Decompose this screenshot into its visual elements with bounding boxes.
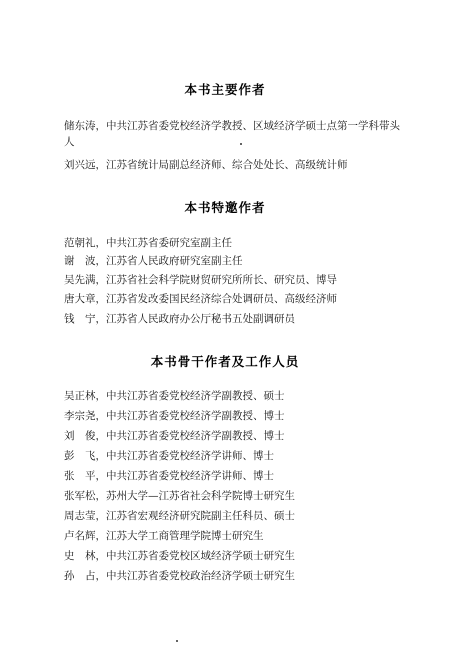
- section-heading-core-authors-staff: 本书骨干作者及工作人员: [150, 354, 300, 369]
- author-entry: 张军松，苏州大学—江苏省社会科学院博士研究生: [64, 490, 295, 502]
- scan-speck: [240, 143, 242, 145]
- author-entry: 张 平，中共江苏省委党校经济学讲师、博士: [64, 470, 274, 482]
- author-entry: 刘兴远，江苏省统计局副总经济师、综合处处长、高级统计师: [64, 159, 348, 171]
- author-entry: 卢名辉，江苏大学工商管理学院博士研究生: [64, 530, 264, 542]
- author-entry: 唐大章，江苏省发改委国民经济综合处调研员、高级经济师: [64, 293, 337, 305]
- author-entry: 刘 俊，中共江苏省委党校经济学副教授、博士: [64, 430, 285, 442]
- author-entry: 钱 宁，江苏省人民政府办公厅秘书五处副调研员: [64, 313, 295, 325]
- author-entry: 李宗尧，中共江苏省委党校经济学副教授、博士: [64, 410, 285, 422]
- author-entry: 彭 飞，中共江苏省委党校经济学讲师、博士: [64, 450, 274, 462]
- scan-speck: [176, 640, 178, 642]
- author-entry: 孙 占，中共江苏省委党校政治经济学硕士研究生: [64, 570, 295, 582]
- author-entry: 周志莹，江苏省宏观经济研究院副主任科员、硕士: [64, 510, 295, 522]
- author-entry: 谢 波，江苏省人民政府研究室副主任: [64, 255, 243, 267]
- section-heading-main-authors: 本书主要作者: [184, 82, 266, 97]
- author-entry: 吴先满，江苏省社会科学院财贸研究所所长、研究员、博导: [64, 274, 337, 286]
- author-entry: 史 林，中共江苏省委党校区域经济学硕士研究生: [64, 550, 295, 562]
- author-entry: 吴正林，中共江苏省委党校经济学副教授、硕士: [64, 390, 285, 402]
- author-entry: 范朝礼，中共江苏省委研究室副主任: [64, 237, 232, 249]
- author-entry: 储东涛，中共江苏省委党校经济学教授、区域经济学硕士点第一学科带头人: [64, 120, 400, 148]
- section-heading-invited-authors: 本书特邀作者: [184, 200, 266, 215]
